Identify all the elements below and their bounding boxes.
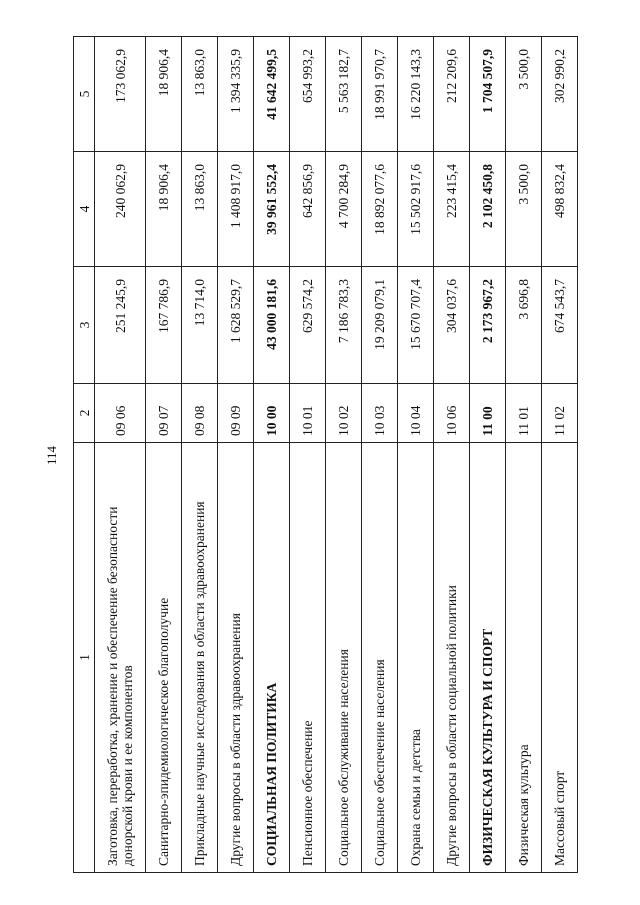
page-number: 114: [44, 445, 59, 465]
row-value-col5: 173 062,9: [95, 37, 146, 152]
row-value-col3: 674 543,7: [542, 267, 578, 384]
row-value-col5: 654 993,2: [290, 37, 326, 152]
row-name-cell: Охрана семьи и детства: [398, 443, 434, 873]
table-row: [542, 37, 578, 873]
row-name-cell: Другие вопросы в области здравоохранения: [218, 443, 254, 873]
row-name-cell: Физическая культура: [506, 443, 542, 873]
row-value-col5: 18 906,4: [146, 37, 182, 152]
table-row: [146, 37, 182, 873]
row-code-cell: 09 07: [146, 384, 182, 443]
row-code-cell: 09 09: [218, 384, 254, 443]
row-value-col3: 304 037,6: [434, 267, 470, 384]
table-row: [254, 37, 290, 873]
table-row: [290, 37, 326, 873]
row-value-col4: 240 062,9: [95, 152, 146, 267]
table-row: [326, 37, 362, 873]
row-name-cell: ФИЗИЧЕСКАЯ КУЛЬТУРА И СПОРТ: [470, 443, 506, 873]
row-value-col4: 18 906,4: [146, 152, 182, 267]
table-row: [434, 37, 470, 873]
row-value-col3: 167 786,9: [146, 267, 182, 384]
row-value-col5: 13 863,0: [182, 37, 218, 152]
row-value-col5: 302 990,2: [542, 37, 578, 152]
row-code-cell: 10 04: [398, 384, 434, 443]
row-code-cell: 10 06: [434, 384, 470, 443]
column-header-2: 2: [74, 384, 95, 443]
row-value-col5: 5 563 182,7: [326, 37, 362, 152]
row-value-col4: 3 500,0: [506, 152, 542, 267]
row-value-col4: 1 408 917,0: [218, 152, 254, 267]
table-row: [362, 37, 398, 873]
row-name-cell: Другие вопросы в области социальной политики: [434, 443, 470, 873]
row-value-col4: 15 502 917,6: [398, 152, 434, 267]
row-name-cell: Пенсионное обеспечение: [290, 443, 326, 873]
row-value-col4: 13 863,0: [182, 152, 218, 267]
row-name-cell: СОЦИАЛЬНАЯ ПОЛИТИКА: [254, 443, 290, 873]
row-value-col4: 18 892 077,6: [362, 152, 398, 267]
rotated-table-container: [73, 37, 610, 873]
row-value-col4: 4 700 284,9: [326, 152, 362, 267]
row-name-cell: Социальное обеспечение населения: [362, 443, 398, 873]
row-value-col3: 7 186 783,3: [326, 267, 362, 384]
row-value-col5: 3 500,0: [506, 37, 542, 152]
row-code-cell: 11 02: [542, 384, 578, 443]
row-value-col4: 642 856,9: [290, 152, 326, 267]
column-header-5: 5: [74, 37, 95, 152]
row-value-col3: 251 245,9: [95, 267, 146, 384]
row-value-col5: 18 991 970,7: [362, 37, 398, 152]
row-code-cell: 11 00: [470, 384, 506, 443]
row-code-cell: 11 01: [506, 384, 542, 443]
table-row: [470, 37, 506, 873]
table-row: [182, 37, 218, 873]
row-value-col5: 1 394 335,9: [218, 37, 254, 152]
row-value-col5: 212 209,6: [434, 37, 470, 152]
row-value-col3: 1 628 529,7: [218, 267, 254, 384]
column-header-1: 1: [74, 443, 95, 873]
row-code-cell: 09 08: [182, 384, 218, 443]
row-name-cell: Социальное обслуживание населения: [326, 443, 362, 873]
row-name-cell: Заготовка, переработка, хранение и обеспечение безопасности донорской крови и ее компонентов: [95, 443, 146, 873]
table-row: [218, 37, 254, 873]
row-value-col3: 629 574,2: [290, 267, 326, 384]
row-code-cell: 10 03: [362, 384, 398, 443]
row-value-col3: 19 209 079,1: [362, 267, 398, 384]
row-value-col3: 13 714,0: [182, 267, 218, 384]
row-value-col3: 15 670 707,4: [398, 267, 434, 384]
row-code-cell: 09 06: [95, 384, 146, 443]
column-header-3: 3: [74, 267, 95, 384]
row-value-col3: 3 696,8: [506, 267, 542, 384]
row-name-cell: Массовый спорт: [542, 443, 578, 873]
row-code-cell: 10 00: [254, 384, 290, 443]
row-value-col4: 39 961 552,4: [254, 152, 290, 267]
row-value-col5: 41 642 499,5: [254, 37, 290, 152]
table-row: [398, 37, 434, 873]
row-value-col5: 16 220 143,3: [398, 37, 434, 152]
row-code-cell: 10 02: [326, 384, 362, 443]
table-body: [95, 37, 578, 873]
row-name-cell: Санитарно-эпидемиологическое благополучие: [146, 443, 182, 873]
row-value-col4: 2 102 450,8: [470, 152, 506, 267]
header-row: [74, 37, 95, 873]
row-code-cell: 10 01: [290, 384, 326, 443]
row-value-col4: 223 415,4: [434, 152, 470, 267]
table-row: [95, 37, 146, 873]
row-value-col5: 1 704 507,9: [470, 37, 506, 152]
table-row: [506, 37, 542, 873]
column-header-4: 4: [74, 152, 95, 267]
row-value-col3: 2 173 967,2: [470, 267, 506, 384]
row-name-cell: Прикладные научные исследования в области здравоохранения: [182, 443, 218, 873]
budget-table: [73, 36, 578, 873]
row-value-col3: 43 000 181,6: [254, 267, 290, 384]
row-value-col4: 498 832,4: [542, 152, 578, 267]
